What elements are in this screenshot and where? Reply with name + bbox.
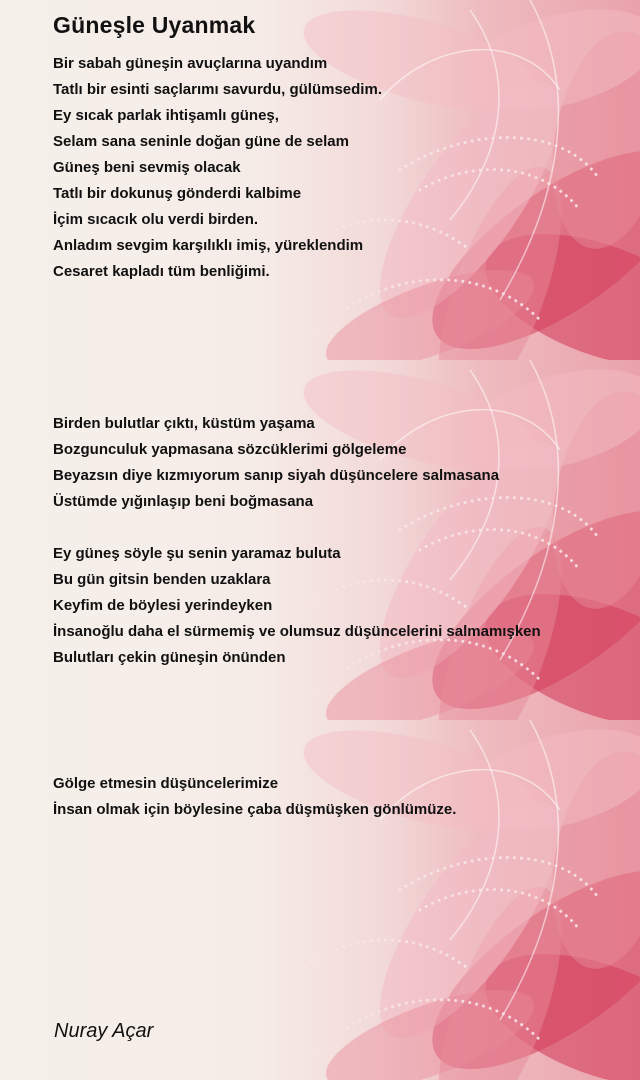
- poem-title: Güneşle Uyanmak: [53, 12, 256, 38]
- poem-line: Anladım sevgim karşılıklı imiş, yüreklendim: [53, 237, 364, 254]
- poem-line: Bulutları çekin güneşin önünden: [53, 649, 286, 666]
- poem-line: İçim sıcacık olu verdi birden.: [53, 211, 259, 228]
- poem-stanza-1: [53, 51, 382, 285]
- poem-line: Keyfim de böylesi yerindeyken: [53, 597, 273, 614]
- poem-line: Güneş beni sevmiş olacak: [53, 159, 241, 176]
- poem-line: İnsan olmak için böylesine çaba düşmüşken gönlümüze.: [53, 801, 457, 818]
- poem-line: Üstümde yığınlaşıp beni boğmasana: [53, 493, 314, 510]
- poem-line: Selam sana seninle doğan güne de selam: [53, 133, 349, 150]
- poem-line: Birden bulutlar çıktı, küstüm yaşama: [53, 415, 315, 432]
- poem-line: Tatlı bir dokunuş gönderdi kalbime: [53, 185, 302, 202]
- poem-author: Nuray Açar: [54, 1020, 154, 1042]
- poem-line: Gölge etmesin düşüncelerimize: [53, 775, 279, 792]
- poem-line: Ey sıcak parlak ihtişamlı güneş,: [53, 107, 279, 124]
- poem-stanza-2: [53, 411, 499, 515]
- poem-line: Cesaret kapladı tüm benliğimi.: [53, 263, 270, 280]
- poem-stanza-3: [53, 541, 541, 671]
- poem-line: Bozgunculuk yapmasana sözcüklerimi gölgeleme: [53, 441, 407, 458]
- poem-line: Bir sabah güneşin avuçlarına uyandım: [53, 55, 328, 72]
- poem-line: İnsanoğlu daha el sürmemiş ve olumsuz düşüncelerini salmamışken: [53, 623, 541, 640]
- poem-line: Ey güneş söyle şu senin yaramaz buluta: [53, 545, 341, 562]
- poem-line: Beyazsın diye kızmıyorum sanıp siyah düşüncelere salmasana: [53, 467, 500, 484]
- poem-line: Bu gün gitsin benden uzaklara: [53, 571, 271, 588]
- poem-stanza-4: [53, 771, 456, 823]
- poem-line: Tatlı bir esinti saçlarımı savurdu, gülümsedim.: [53, 81, 382, 98]
